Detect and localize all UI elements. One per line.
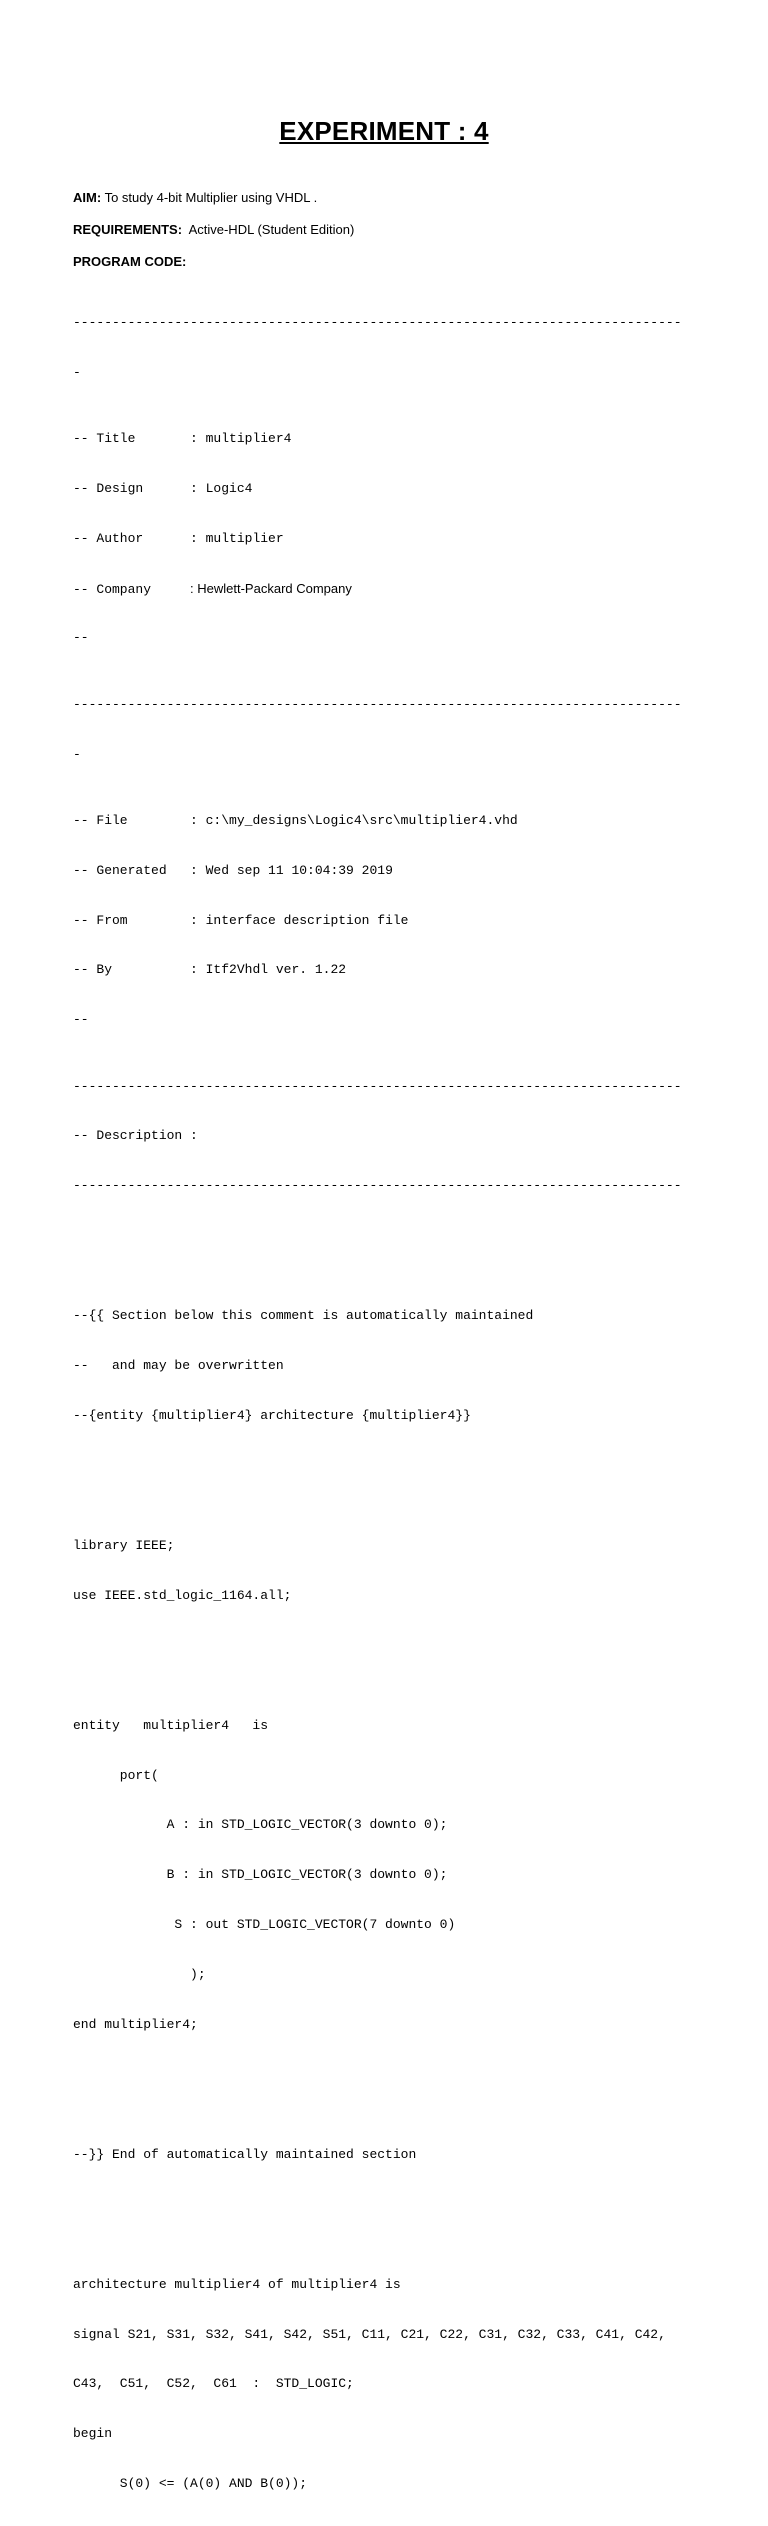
requirements-text: Active-HDL (Student Edition) — [188, 222, 355, 237]
code-entity: port( — [73, 1767, 159, 1783]
code-architecture: signal S21, S31, S32, S41, S42, S51, C11, C21, C22, C31, C32, C33, C41, C42, — [73, 2326, 666, 2342]
code-header-by: -- By : Itf2Vhdl ver. 1.22 — [73, 962, 347, 978]
code-header-title: -- Title : multiplier4 — [73, 431, 292, 447]
requirements-line — [73, 222, 354, 237]
code-entity: A : in STD_LOGIC_VECTOR(3 downto 0); — [73, 1817, 448, 1833]
code-entity: entity multiplier4 is — [73, 1717, 269, 1733]
aim-line — [73, 190, 317, 205]
code-library: use IEEE.std_logic_1164.all; — [73, 1587, 292, 1603]
code-header-design: -- Design : Logic4 — [73, 481, 253, 497]
code-dash-line: ------------------------------------------------------------------------------ — [73, 1078, 682, 1094]
code-spacer — [73, 2213, 693, 2227]
code-spacer — [73, 1244, 693, 1258]
code-comment-empty: -- — [73, 1012, 89, 1028]
code-architecture: architecture multiplier4 of multiplier4 is — [73, 2276, 401, 2292]
code-dash-line: ------------------------------------------------------------------------------ — [73, 1178, 682, 1194]
code-architecture: C43, C51, C52, C61 : STD_LOGIC; — [73, 2376, 354, 2392]
code-architecture: begin — [73, 2426, 113, 2442]
code-dash-line: ------------------------------------------------------------------------------ — [73, 696, 682, 712]
code-header-file: -- File : c:\my_designs\Logic4\src\multiplier4.vhd — [73, 813, 518, 828]
requirements-label: REQUIREMENTS: — [73, 222, 183, 237]
code-entity: end multiplier4; — [73, 2016, 198, 2032]
code-end-section: --}} End of automatically maintained section — [73, 2146, 417, 2162]
code-comment-empty: -- — [73, 630, 89, 646]
code-dash-wrap: - — [73, 746, 81, 762]
code-section-comment: --{{ Section below this comment is automatically maintained — [73, 1308, 534, 1324]
program-code-line — [73, 254, 186, 269]
code-architecture: S(0) <= (A(0) AND B(0)); — [73, 2476, 308, 2491]
code-header-from: -- From : interface description file — [73, 912, 409, 928]
aim-text: To study 4-bit Multiplier using VHDL . — [104, 190, 318, 205]
program-code-label: PROGRAM CODE: — [73, 254, 187, 269]
code-description: -- Description : — [73, 1128, 198, 1144]
code-header-generated: -- Generated : Wed sep 11 10:04:39 2019 — [73, 862, 393, 878]
code-spacer — [73, 1654, 693, 1668]
aim-label: AIM: — [73, 190, 102, 205]
code-entity: ); — [73, 1966, 206, 1982]
code-spacer — [73, 2083, 693, 2097]
code-dash-line: ------------------------------------------------------------------------------ — [73, 315, 682, 331]
code-section-comment: --{entity {multiplier4} architecture {multiplier4}} — [73, 1407, 471, 1423]
page-title: EXPERIMENT : 4 — [279, 116, 489, 146]
code-header-author: -- Author : multiplier — [73, 530, 284, 546]
code-dash-wrap: - — [73, 364, 81, 380]
code-spacer — [73, 1474, 693, 1488]
code-section-comment: -- and may be overwritten — [73, 1358, 284, 1373]
code-library: library IEEE; — [73, 1537, 175, 1553]
code-entity: S : out STD_LOGIC_VECTOR(7 downto 0) — [73, 1917, 456, 1932]
code-header-company: -- Company : Hewlett-Packard Company — [73, 580, 352, 597]
code-block — [73, 282, 693, 2526]
code-entity: B : in STD_LOGIC_VECTOR(3 downto 0); — [73, 1867, 448, 1883]
